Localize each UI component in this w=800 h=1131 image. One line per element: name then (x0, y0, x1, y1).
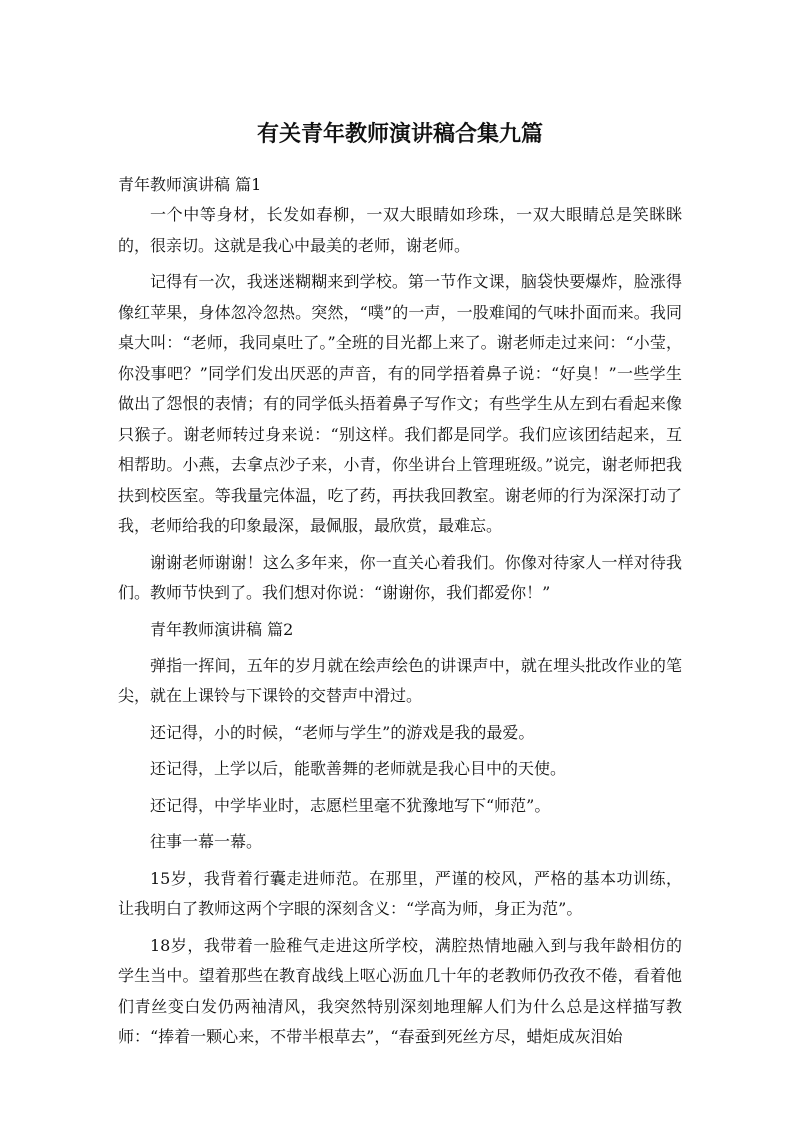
paragraph: 还记得，上学以后，能歌善舞的老师就是我心目中的天使。 (150, 759, 567, 778)
paragraph: 15岁，我背着行囊走进师范。在那里，严谨的校风，严格的基本功训练，让我明白了教师这两个字眼的深刻含义：“学高为师，身正为范”。 (118, 868, 682, 918)
paragraph: 还记得，中学毕业时，志愿栏里毫不犹豫地写下“师范”。 (150, 795, 551, 815)
paragraph: 记得有一次，我迷迷糊糊来到学校。第一节作文课，脑袋快要爆炸，脸涨得像红苹果，身体忽冷忽热。突然，“噗”的一声，一股难闻的气味扑面而来。我同桌大叫：“老师，我同桌吐了。”全班的目光都上来了。谢老师走过来问：“小莹，你没事吧？”同学们发出厌恶的声音，有的同学捂着鼻子说：“好臭！”一些学生做出了怨恨的表情；有的同学低头捂着鼻子写作文；有些学生从左到右看起来像只猴子。谢老师转过身来说：“别这样。我们都是同学。我们应该团结起来，互相帮助。小燕，去拿点沙子来，小青，你坐讲台上管理班级。”说完，谢老师把我扶到校医室。等我量完体温，吃了药，再扶我回教室。谢老师的行为深深打动了我，老师给我的印象最深，最佩服，最欣赏，最难忘。 (118, 272, 682, 535)
paragraph: 还记得，小的时候，“老师与学生”的游戏是我的最爱。 (150, 722, 535, 742)
section-heading: 青年教师演讲稿 篇2 (150, 619, 294, 639)
paragraph: 一个中等身材，长发如春柳，一双大眼睛如珍珠，一双大眼睛总是笑眯眯的，很亲切。这就是我心中最美的老师，谢老师。 (118, 205, 682, 255)
paragraph: 谢谢老师谢谢！这么多年来，你一直关心着我们。你像对待家人一样对待我们。教师节快到了。我们想对你说：“谢谢你，我们都爱你！” (118, 552, 682, 602)
section-1 (118, 170, 682, 609)
paragraph: 弹指一挥间，五年的岁月就在绘声绘色的讲课声中，就在埋头批改作业的笔尖，就在上课铃与下课铃的交替声中滑过。 (118, 655, 682, 705)
section-heading: 青年教师演讲稿 篇1 (118, 175, 262, 194)
paragraph: 往事一幕一幕。 (150, 832, 263, 851)
document-title: 有关青年教师演讲稿合集九篇 (256, 122, 543, 147)
paragraph: 18岁，我带着一脸稚气走进这所学校，满腔热情地融入到与我年龄相仿的学生当中。望着那些在教育战线上呕心沥血几十年的老教师仍孜孜不倦，看着他们青丝变白发仍两袖清风，我突然特别深刻地理解人们为什么总是这样描写教师：“捧着一颗心来，不带半根草去”，“春蚕到死丝方尽，蜡炬成灰泪始 (118, 935, 682, 1046)
section-2 (118, 615, 682, 1053)
